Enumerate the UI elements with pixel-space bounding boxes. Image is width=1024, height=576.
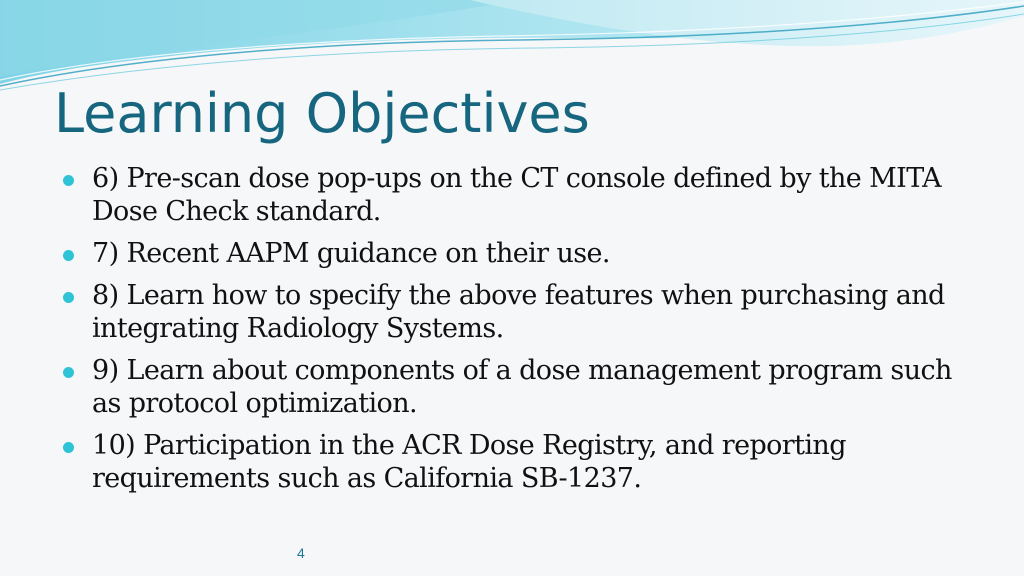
list-item xyxy=(62,279,982,345)
slide-title: Learning Objectives xyxy=(54,82,590,145)
bullet-text: 10) Participation in the ACR Dose Registry, and reporting requirements such as California SB-1237. xyxy=(92,430,846,494)
bullet-dot-icon xyxy=(63,442,74,453)
bullet-text: 9) Learn about components of a dose management program such as protocol optimization. xyxy=(92,355,952,419)
list-item xyxy=(62,354,982,420)
list-item xyxy=(62,162,982,228)
bullet-dot-icon xyxy=(63,367,74,378)
bullet-text: 8) Learn how to specify the above features when purchasing and integrating Radiology Systems. xyxy=(92,280,945,344)
bullet-text: 7) Recent AAPM guidance on their use. xyxy=(92,238,610,269)
bullet-dot-icon xyxy=(63,292,74,303)
bullet-list xyxy=(62,162,982,504)
list-item xyxy=(62,237,982,270)
page-number: 4 xyxy=(297,545,305,561)
list-item xyxy=(62,429,982,495)
bullet-dot-icon xyxy=(63,250,74,261)
bullet-dot-icon xyxy=(63,175,74,186)
bullet-text: 6) Pre-scan dose pop-ups on the CT console defined by the MITA Dose Check standard. xyxy=(92,163,942,227)
